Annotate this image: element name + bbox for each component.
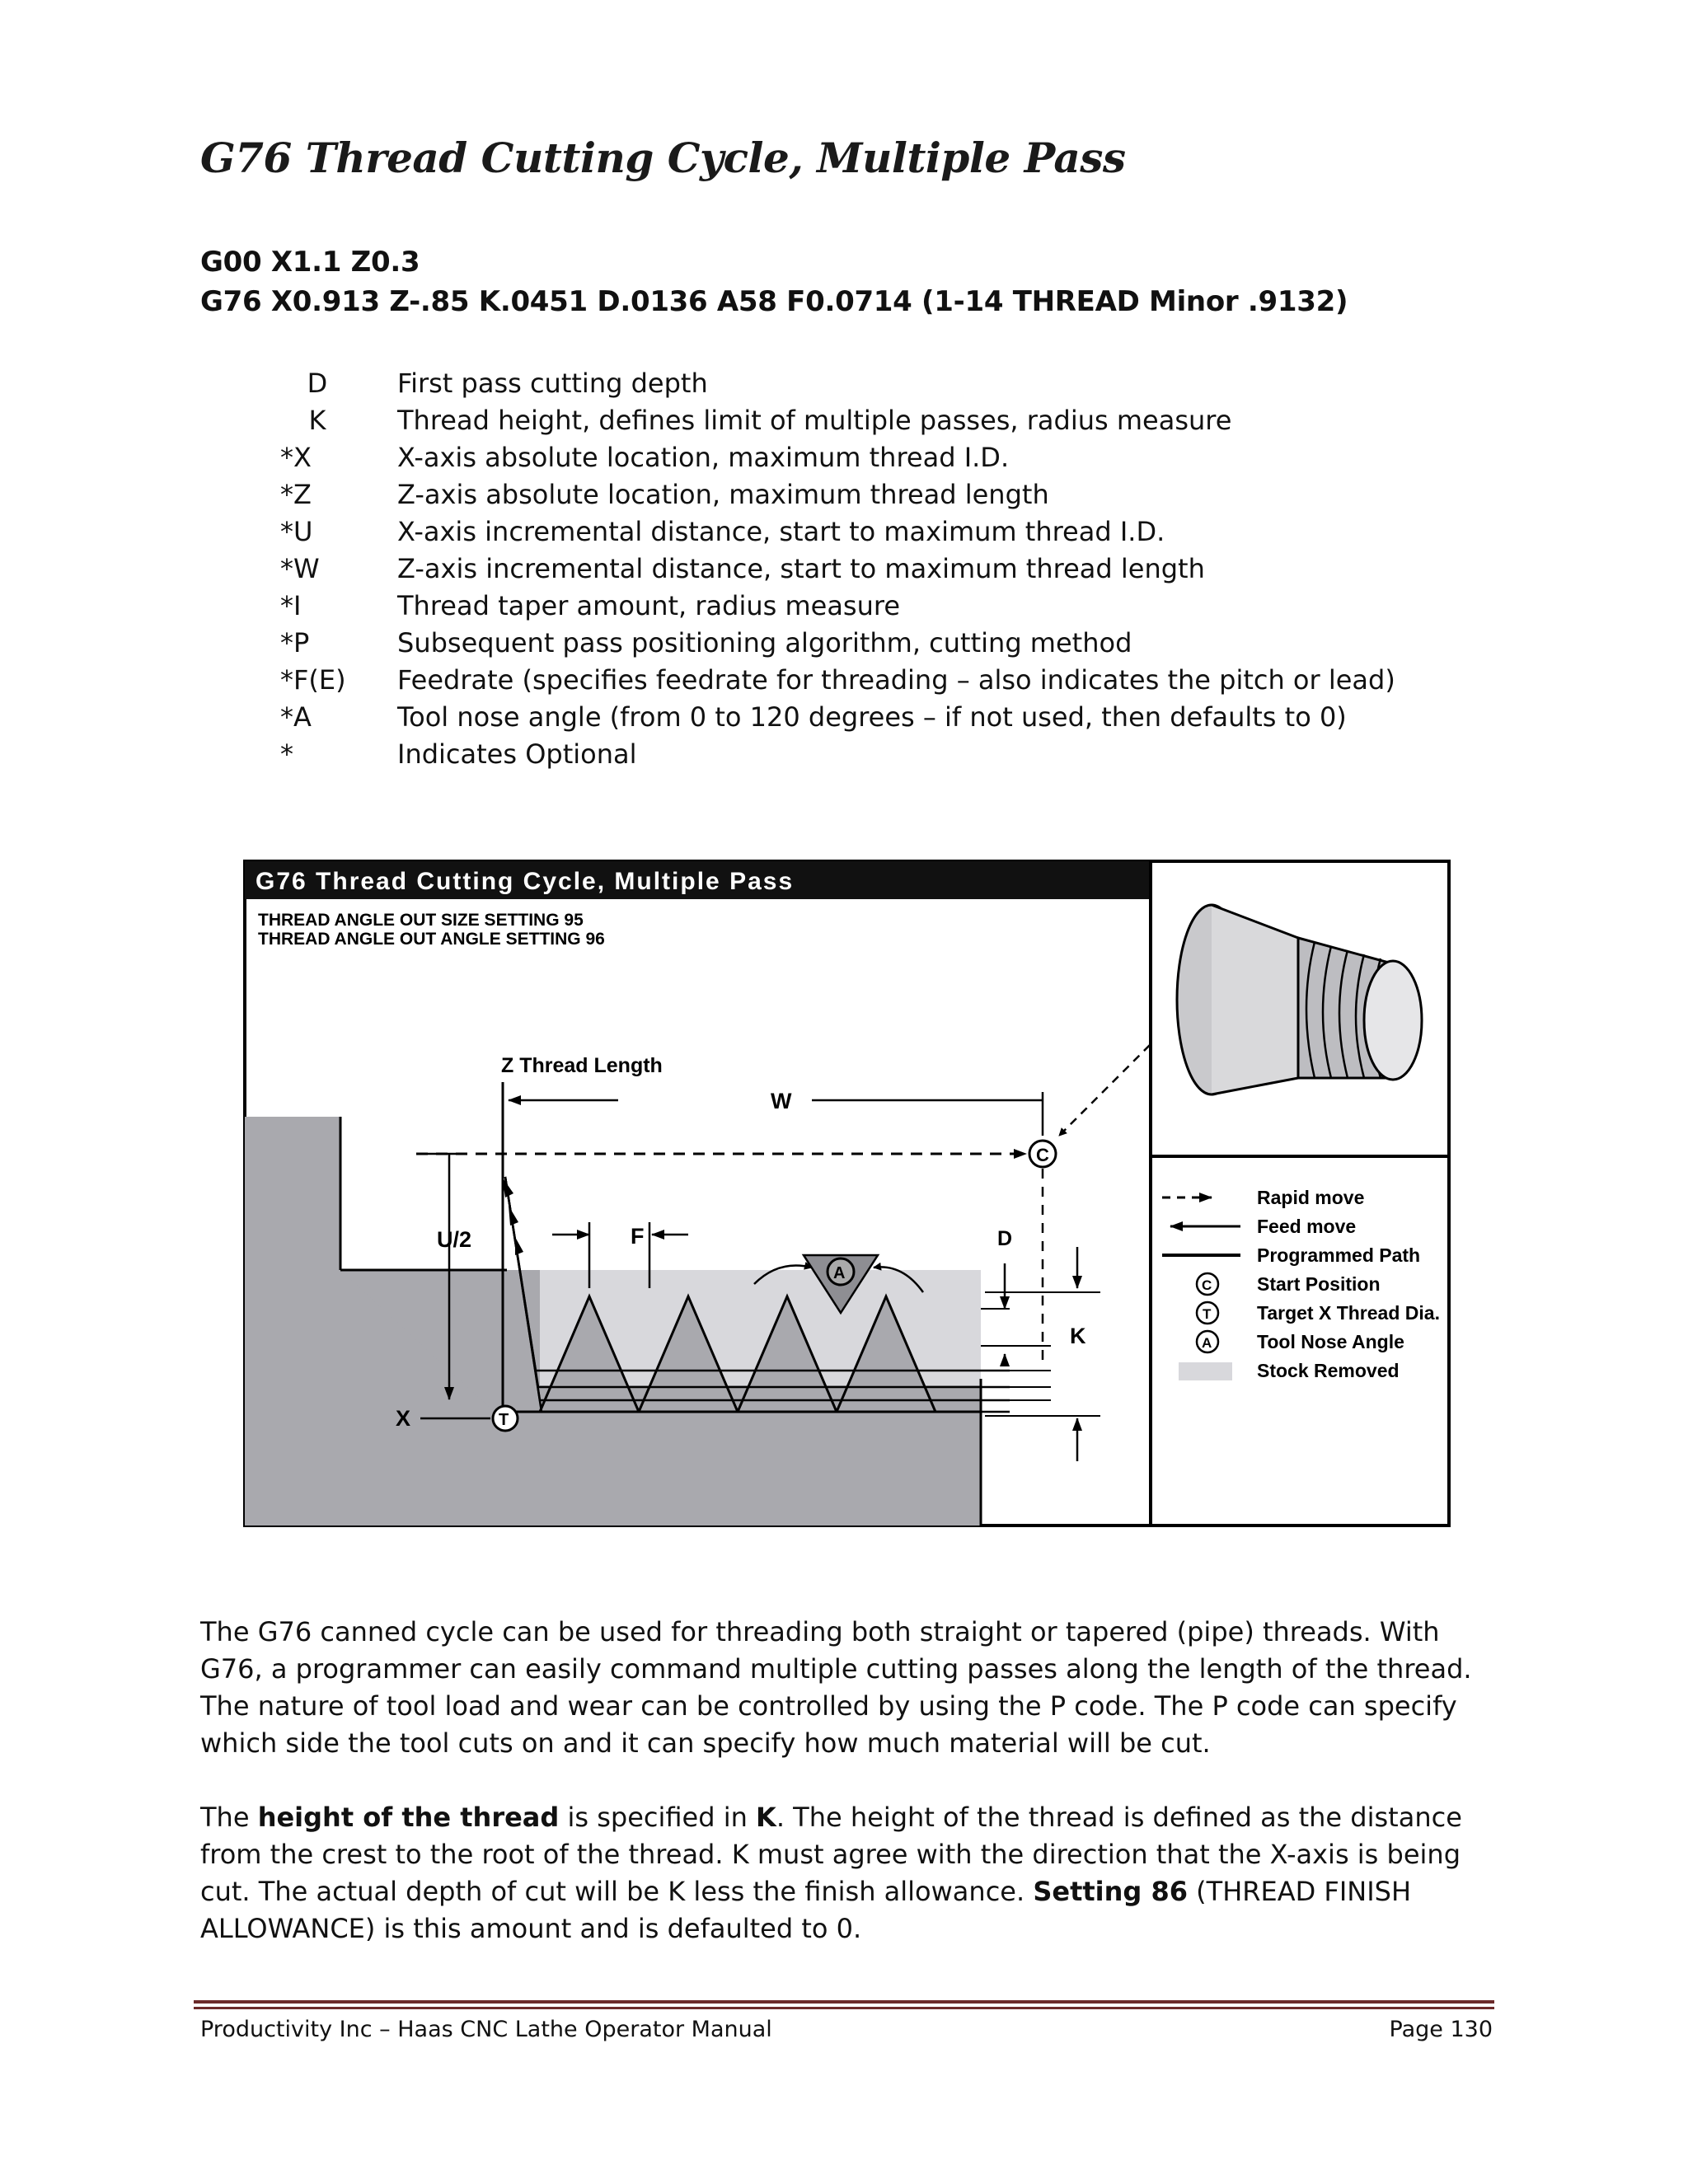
param-row [280, 735, 1395, 772]
legend-label: Programmed Path [1257, 1244, 1421, 1266]
param-desc: Feedrate (specifies feedrate for threading – also indicates the pitch or lead) [397, 663, 1395, 696]
parameter-list [280, 364, 1395, 772]
text-run: is specified in [559, 1802, 757, 1833]
legend-symbol-text: C [1202, 1277, 1212, 1293]
legend-label: Rapid move [1257, 1187, 1365, 1208]
marker-c-label: C [1036, 1145, 1049, 1165]
page-title: G76 Thread Cutting Cycle, Multiple Pass [200, 134, 1126, 182]
page-footer [200, 2017, 1493, 2042]
param-code: * [280, 738, 293, 770]
param-desc: Z-axis incremental distance, start to maximum thread length [397, 552, 1205, 584]
z-thread-length-label: Z Thread Length [501, 1054, 663, 1077]
w-label: W [771, 1089, 792, 1113]
marker-t-label: T [499, 1411, 509, 1429]
legend-label: Feed move [1257, 1216, 1357, 1237]
f-label: F [631, 1224, 645, 1249]
param-desc: X-axis absolute location, maximum thread I.D. [397, 441, 1010, 473]
param-row [280, 550, 1395, 587]
d-label: D [997, 1227, 1013, 1250]
param-code: *A [280, 701, 312, 733]
legend-label: Stock Removed [1257, 1360, 1400, 1381]
thread-cycle-diagram [243, 860, 1451, 1527]
param-desc: Thread height, defines limit of multiple passes, radius measure [397, 404, 1232, 436]
diagram-svg [243, 860, 1451, 1527]
param-row [280, 513, 1395, 550]
diagram-header-title: G76 Thread Cutting Cycle, Multiple Pass [256, 868, 795, 895]
param-desc: First pass cutting depth [397, 367, 708, 399]
param-row [280, 401, 1395, 438]
param-desc: Z-axis absolute location, maximum thread length [397, 478, 1049, 510]
param-desc: X-axis incremental distance, start to maximum thread I.D. [397, 515, 1165, 547]
setting-line-1: THREAD ANGLE OUT SIZE SETTING 95 [258, 911, 584, 930]
param-row [280, 661, 1395, 698]
param-code: *U [280, 515, 313, 547]
k-label: K [1070, 1324, 1086, 1348]
setting-line-2: THREAD ANGLE OUT ANGLE SETTING 96 [258, 930, 605, 949]
text-run: The [200, 1802, 258, 1833]
text-run: . The height of the thread is defined as the distance from the crest to the root of the thread. K must agree with the direction that the X-axis is being cut. The actual depth of cut will be K less the finish allowance. [200, 1802, 1462, 1907]
param-code: *F(E) [280, 663, 346, 696]
param-code: D [307, 367, 328, 399]
bold-term: height of the thread [257, 1802, 560, 1833]
param-row [280, 438, 1395, 476]
code-line-1: G00 X1.1 Z0.3 [200, 246, 420, 279]
param-row [280, 587, 1395, 624]
param-row [280, 364, 1395, 401]
param-code: K [308, 404, 326, 436]
param-desc: Thread taper amount, radius measure [397, 589, 901, 621]
legend-symbol-text: T [1203, 1306, 1212, 1322]
param-code: *P [280, 626, 310, 658]
param-desc: Tool nose angle (from 0 to 120 degrees – if not used, then defaults to 0) [397, 701, 1347, 733]
param-code: *I [280, 589, 302, 621]
legend-label: Start Position [1257, 1273, 1381, 1295]
legend-label: Target X Thread Dia. [1257, 1302, 1440, 1324]
code-line-2: G76 X0.913 Z-.85 K.0451 D.0136 A58 F0.0714 (1-14 THREAD Minor .9132) [200, 285, 1348, 318]
legend-label: Tool Nose Angle [1257, 1331, 1404, 1352]
marker-a-label: A [833, 1264, 846, 1282]
paragraph-g76-description: The G76 canned cycle can be used for threading both straight or tapered (pipe) threads. With G76, a programmer can easily command multiple cutting passes along the length of the thread. The nature of tool load and wear can be controlled by using the P code. The P code can specify which side the tool cuts on and it can specify how much material will be cut. [200, 1616, 1472, 1759]
param-code: *Z [280, 478, 312, 510]
param-desc: Indicates Optional [397, 738, 637, 770]
legend-stock-symbol [1179, 1362, 1232, 1380]
param-row [280, 624, 1395, 661]
text-run: (THREAD FINISH ALLOWANCE) is this amount and is defaulted to 0. [200, 1876, 1411, 1944]
param-row [280, 698, 1395, 735]
param-row [280, 476, 1395, 513]
footer-title: Productivity Inc – Haas CNC Lathe Operator Manual [200, 2017, 772, 2042]
paragraph-thread-height [200, 1799, 1494, 1947]
page-number: Page 130 [1389, 2017, 1493, 2042]
bold-term: K [756, 1802, 776, 1833]
param-code: *X [280, 441, 312, 473]
legend-symbol-text: A [1202, 1335, 1212, 1351]
x-label: X [396, 1406, 411, 1431]
param-code: *W [280, 552, 320, 584]
param-desc: Subsequent pass positioning algorithm, cutting method [397, 626, 1132, 658]
u2-label: U/2 [437, 1227, 472, 1252]
bold-term: Setting 86 [1033, 1876, 1188, 1907]
footer-rule [194, 2000, 1494, 2009]
